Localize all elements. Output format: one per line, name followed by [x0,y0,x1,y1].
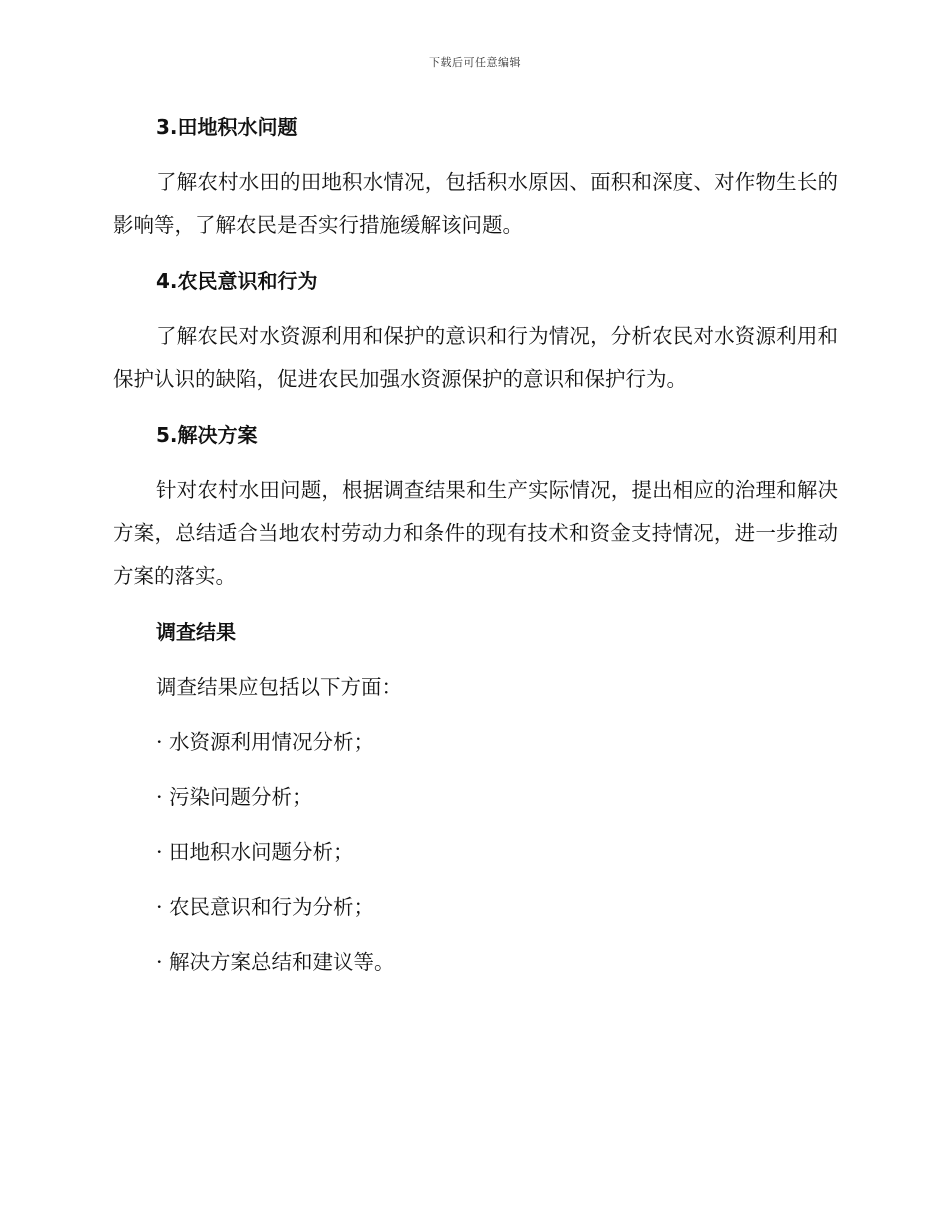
document-body [113,110,838,979]
list-item: · 水资源利用情况分析； [156,730,375,754]
section-farmer-awareness [113,264,838,418]
list-item: · 解决方案总结和建议等。 [156,950,395,974]
section-heading: 调查结果 [156,620,236,644]
section-paragraph: 了解农民对水资源利用和保护的意识和行为情况，分析农民对水资源利用和保护认识的缺陷，促进农民加强水资源保护的意识和保护行为。 [113,324,838,391]
list-item: · 田地积水问题分析； [156,840,354,864]
section-paragraph: 针对农村水田问题，根据调查结果和生产实际情况，提出相应的治理和解决方案，总结适合当地农村劳动力和条件的现有技术和资金支持情况，进一步推动方案的落实。 [113,478,838,588]
section-paragraph: 了解农村水田的田地积水情况，包括积水原因、面积和深度、对作物生长的影响等，了解农民是否实行措施缓解该问题。 [113,170,838,237]
section-heading: 5.解决方案 [156,423,258,447]
page-header-note: 下载后可任意编辑 [429,56,521,69]
section-field-waterlogging [113,110,838,264]
section-solutions [113,418,838,615]
section-heading: 4.农民意识和行为 [156,269,318,293]
list-item: · 污染问题分析； [156,785,313,809]
list-item: · 农民意识和行为分析； [156,895,375,919]
section-heading: 3.田地积水问题 [156,115,298,139]
section-survey-results [113,615,838,979]
results-intro: 调查结果应包括以下方面： [156,675,402,699]
